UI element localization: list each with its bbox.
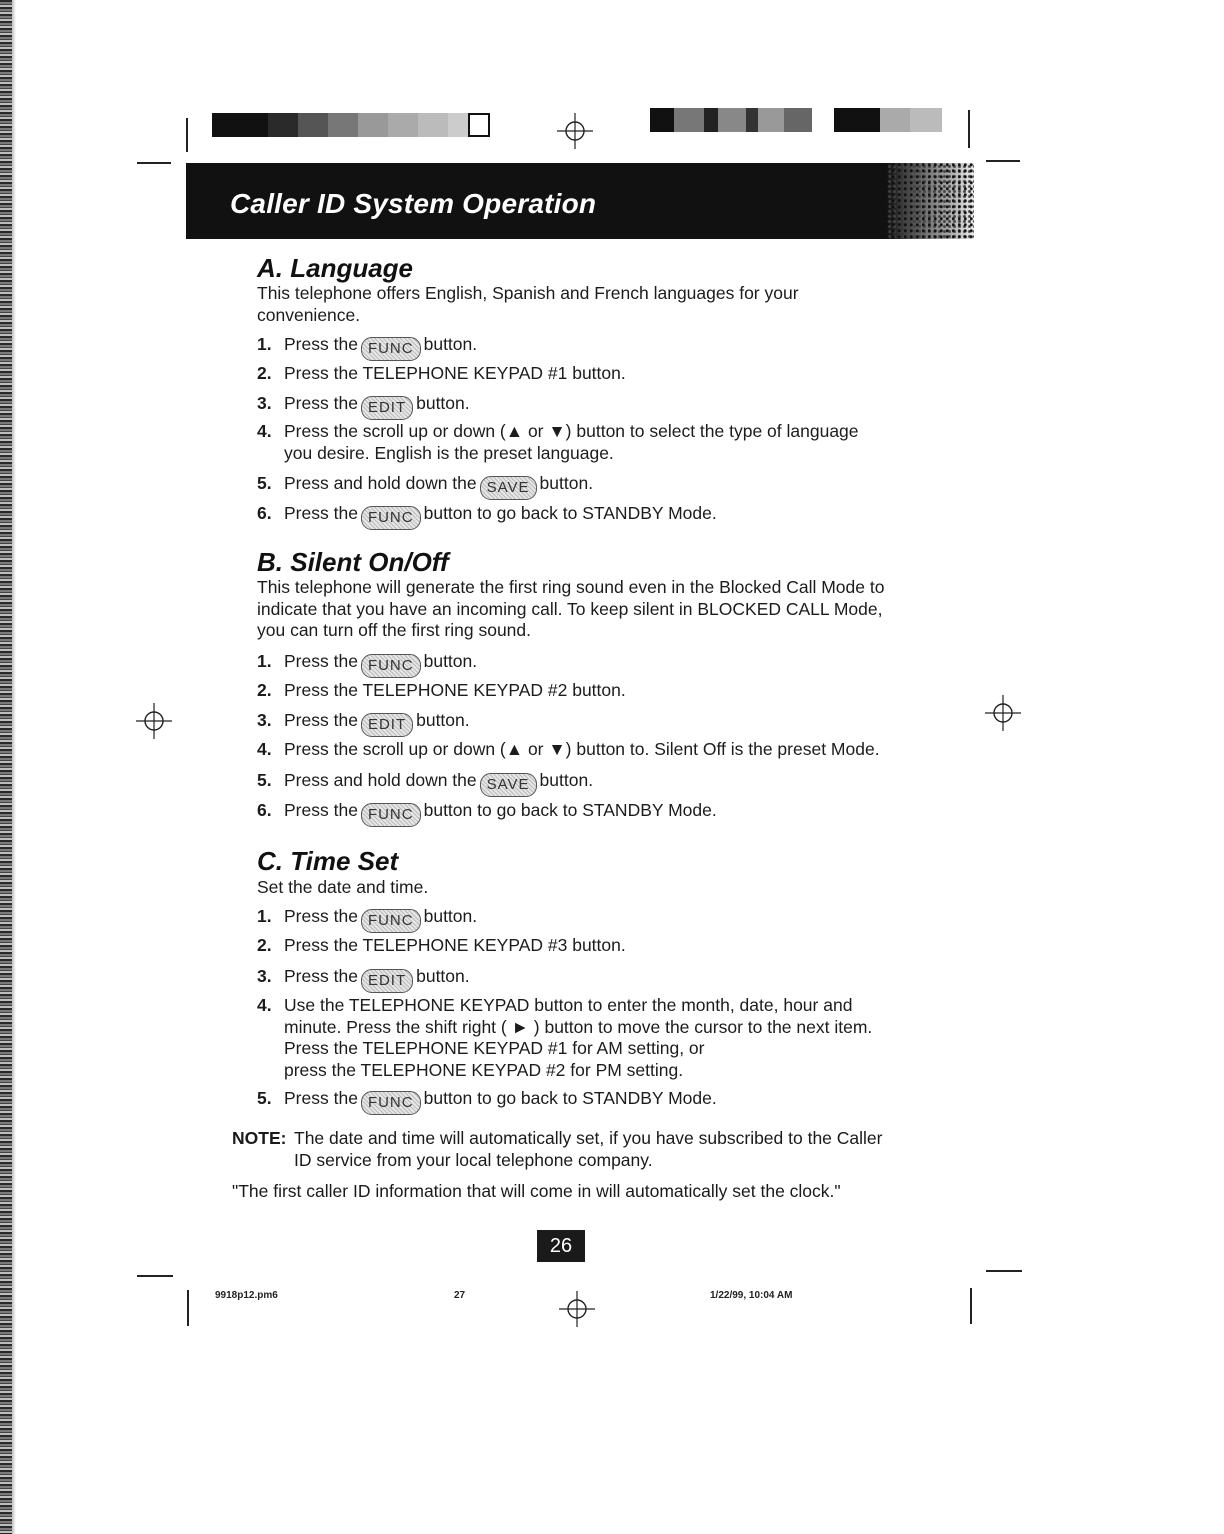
step-text: Press the TELEPHONE KEYPAD #3 button. (284, 935, 626, 955)
slug-page: 27 (454, 1290, 466, 1301)
step-text: Press and hold down the (284, 770, 477, 790)
step-number: 3. (257, 710, 272, 730)
step-text: Press the scroll up or down (▲ or ▼) button to. Silent Off is the preset Mode. (284, 739, 880, 759)
crop-mark (137, 1275, 173, 1277)
step-text: button. (416, 393, 470, 413)
list-item (257, 1088, 717, 1115)
func-button-icon: FUNC (361, 654, 421, 678)
step-number: 2. (257, 363, 272, 383)
step-text: press the TELEPHONE KEYPAD #2 for PM setting. (284, 1059, 684, 1080)
step-number: 4. (257, 995, 272, 1015)
step-text: Press the (284, 906, 358, 926)
section-heading-silent: B. Silent On/Off (257, 547, 449, 577)
note-text: The date and time will automatically set, if you have subscribed to the Caller ID service from your local telephone company. (294, 1128, 883, 1170)
step-number: 3. (257, 966, 272, 986)
step-number: 2. (257, 935, 272, 955)
crop-mark (137, 162, 171, 164)
list-item (257, 503, 717, 530)
step-text: Press the (284, 503, 358, 523)
step-text: Press the TELEPHONE KEYPAD #1 button. (284, 363, 626, 383)
step-number: 1. (257, 334, 272, 354)
func-button-icon: FUNC (361, 909, 421, 933)
list-item (257, 680, 626, 702)
edit-button-icon: EDIT (361, 969, 413, 993)
step-text: button. (416, 966, 470, 986)
list-item (257, 363, 626, 385)
step-text: Press the (284, 651, 358, 671)
registration-bar-left (212, 113, 505, 137)
slug-date: 1/22/99, 10:04 AM (710, 1290, 793, 1301)
func-button-icon: FUNC (361, 803, 421, 827)
crosshair-icon (557, 113, 593, 149)
edit-button-icon: EDIT (361, 713, 413, 737)
step-text: Press the scroll up or down (▲ or ▼) button to select the type of language (284, 421, 859, 441)
step-number: 5. (257, 1088, 272, 1108)
func-button-icon: FUNC (361, 506, 421, 530)
step-text: Press the (284, 1088, 358, 1108)
crop-mark (187, 1290, 189, 1326)
func-button-icon: FUNC (361, 337, 421, 361)
step-text: button to go back to STANDBY Mode. (423, 800, 717, 820)
crosshair-icon (559, 1291, 595, 1327)
list-item (257, 651, 477, 678)
step-text: button. (416, 710, 470, 730)
step-number: 1. (257, 651, 272, 671)
save-button-icon: SAVE (480, 773, 537, 797)
step-text: Press and hold down the (284, 473, 477, 493)
step-text: Press the (284, 710, 358, 730)
slug-filename: 9918p12.pm6 (215, 1290, 278, 1301)
step-number: 5. (257, 473, 272, 493)
list-item (257, 966, 470, 993)
crosshair-icon (136, 703, 172, 739)
section-heading-language: A. Language (257, 253, 414, 283)
section-intro-language: This telephone offers English, Spanish and French languages for your convenience. (257, 283, 799, 325)
step-text: you desire. English is the preset language. (284, 442, 614, 463)
edit-button-icon: EDIT (361, 396, 413, 420)
step-number: 6. (257, 800, 272, 820)
save-button-icon: SAVE (480, 476, 537, 500)
crop-mark (968, 110, 970, 148)
crop-mark (986, 160, 1020, 162)
step-text: button. (539, 770, 594, 790)
list-item (257, 995, 872, 1081)
step-number: 2. (257, 680, 272, 700)
step-text: button to go back to STANDBY Mode. (423, 1088, 717, 1108)
list-item (257, 393, 470, 420)
list-item (257, 334, 477, 361)
step-number: 5. (257, 770, 272, 790)
list-item (257, 421, 859, 464)
crop-mark (986, 1270, 1022, 1272)
registration-bar-right (650, 108, 942, 132)
note-label: NOTE: (232, 1128, 287, 1148)
list-item (257, 800, 717, 827)
step-number: 1. (257, 906, 272, 926)
section-intro-time-set: Set the date and time. (257, 877, 429, 897)
step-text: Press the (284, 966, 358, 986)
list-item (257, 739, 880, 761)
crop-mark (970, 1288, 972, 1324)
step-text: button to go back to STANDBY Mode. (423, 503, 717, 523)
step-number: 3. (257, 393, 272, 413)
step-text: Press the (284, 800, 358, 820)
page-number: 26 (537, 1230, 585, 1262)
func-button-icon: FUNC (361, 1091, 421, 1115)
step-text: Press the (284, 334, 358, 354)
crop-mark (186, 118, 188, 152)
step-text: Press the (284, 393, 358, 413)
step-text: Use the TELEPHONE KEYPAD button to enter the month, date, hour and (284, 995, 853, 1015)
list-item (257, 935, 626, 957)
list-item (257, 906, 477, 933)
note-quote: "The first caller ID information that will come in will automatically set the clock." (232, 1181, 841, 1201)
page-title: Caller ID System Operation (230, 188, 597, 219)
section-heading-time-set: C. Time Set (257, 846, 399, 876)
section-intro-silent: This telephone will generate the first ring sound even in the Blocked Call Mode to indicate that you have an incoming call. To keep silent in BLOCKED CALL Mode, you can turn off the first ring sound. (257, 577, 885, 640)
step-text: button. (423, 906, 478, 926)
step-number: 6. (257, 503, 272, 523)
step-number: 4. (257, 421, 272, 441)
step-text: Press the TELEPHONE KEYPAD #2 button. (284, 680, 626, 700)
scan-edge (0, 0, 12, 1534)
list-item (257, 710, 470, 737)
list-item (257, 473, 593, 500)
step-number: 4. (257, 739, 272, 759)
step-text: button. (539, 473, 594, 493)
list-item (257, 770, 593, 797)
step-text: button. (423, 651, 478, 671)
step-text: Press the TELEPHONE KEYPAD #1 for AM setting, or (284, 1038, 705, 1058)
step-text: minute. Press the shift right ( ► ) button to move the cursor to the next item. (284, 1016, 873, 1037)
step-text: button. (423, 334, 478, 354)
crosshair-icon (985, 695, 1021, 731)
